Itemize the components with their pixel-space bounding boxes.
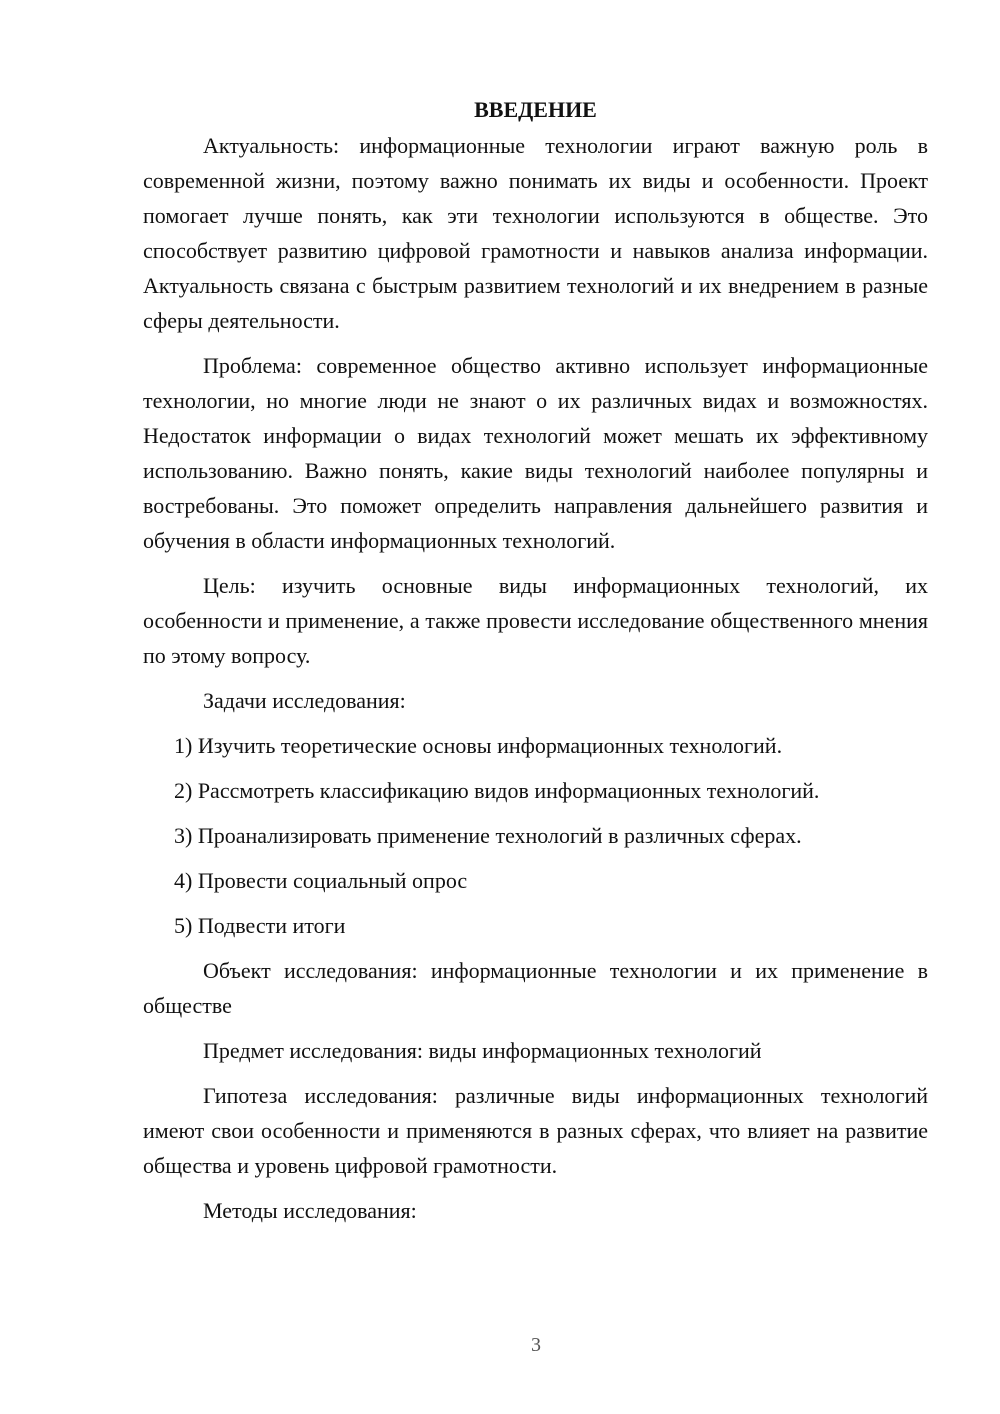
relevance-paragraph: Актуальность: информационные технологии играют важную роль в современной жизни, поэтому важно понимать их виды и особенности. Проект помогает лучше понять, как эти технологии используются в обществе. Это способствует развитию цифровой грамотности и навыков анализа информации. Актуальность связана с быстрым развитием технологий и их внедрением в разные сферы деятельности. <box>143 133 928 333</box>
goal-paragraph: Цель: изучить основные виды информационных технологий, их особенности и применение, а также провести исследование общественного мнения по этому вопросу. <box>143 573 928 668</box>
object-paragraph: Объект исследования: информационные технологии и их применение в обществе <box>143 958 928 1018</box>
list-item: 5) Подвести итоги <box>174 913 346 938</box>
list-item: 4) Провести социальный опрос <box>174 868 468 893</box>
hypothesis-paragraph: Гипотеза исследования: различные виды информационных технологий имеют свои особенности и применяются в разных сферах, что влияет на развитие общества и уровень цифровой грамотности. <box>143 1083 928 1178</box>
methods-heading: Методы исследования: <box>203 1198 417 1223</box>
subject-paragraph: Предмет исследования: виды информационных технологий <box>203 1038 762 1063</box>
list-item: 1) Изучить теоретические основы информационных технологий. <box>174 733 783 758</box>
document-body <box>143 92 928 1228</box>
list-item: 2) Рассмотреть классификацию видов информационных технологий. <box>174 778 820 803</box>
page-title: ВВЕДЕНИЕ <box>474 97 597 122</box>
tasks-heading: Задачи исследования: <box>203 688 406 713</box>
page-number: 3 <box>531 1334 541 1356</box>
tasks-list <box>143 728 928 943</box>
problem-paragraph: Проблема: современное общество активно использует информационные технологии, но многие люди не знают о их различных видах и возможностях. Недостаток информации о видах технологий может мешать их эффективному использованию. Важно понять, какие виды технологий наиболее популярны и востребованы. Это поможет определить направления дальнейшего развития и обучения в области информационных технологий. <box>143 353 928 553</box>
list-item: 3) Проанализировать применение технологий в различных сферах. <box>174 823 802 848</box>
